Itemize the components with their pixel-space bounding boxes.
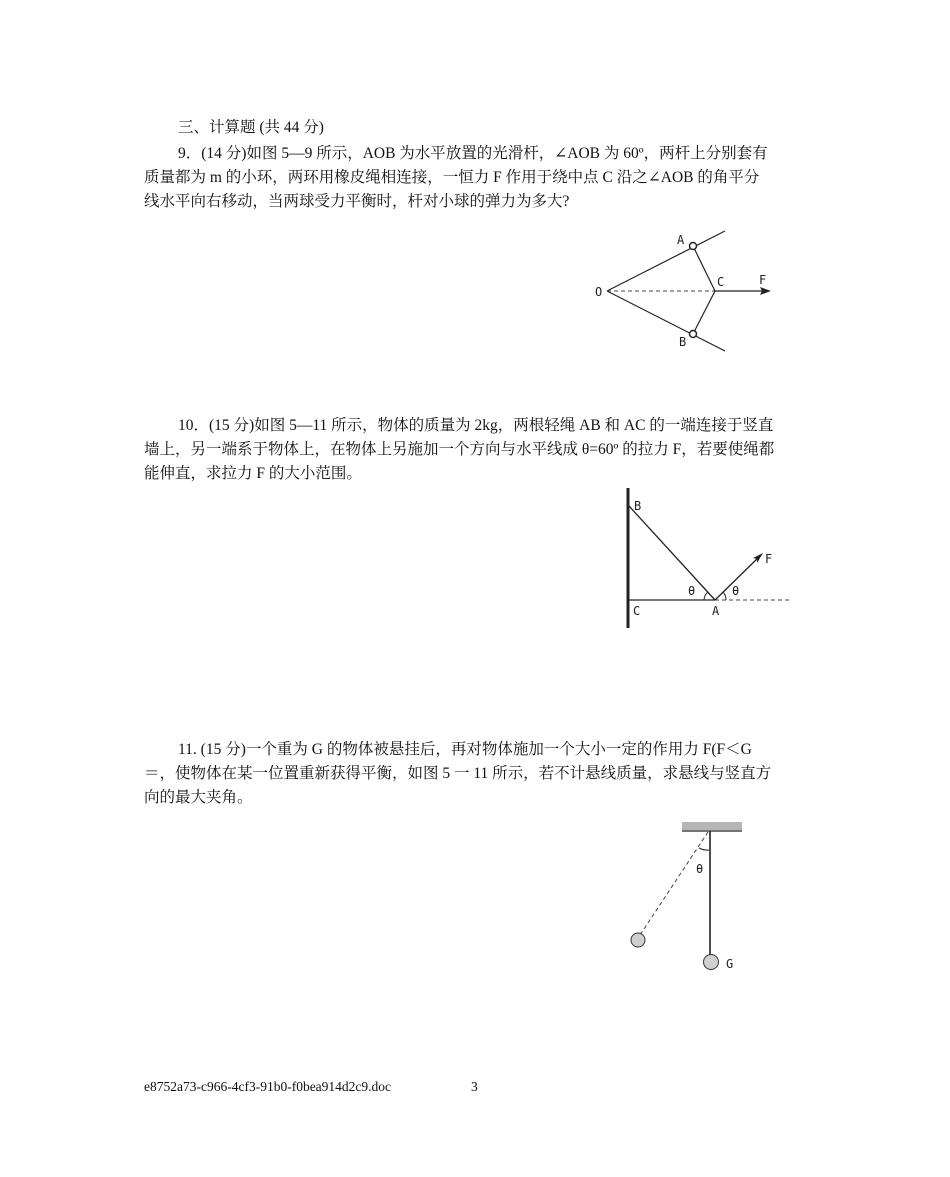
problem-text-line: 线水平向右移动，当两球受力平衡时，杆对小球的弹力为多大?	[144, 193, 570, 210]
problem-text-line: 10．(15 分)如图 5—11 所示，物体的质量为 2kg，两根轻绳 AB 和 AC 的一端连接于竖直	[178, 417, 774, 434]
ring-a	[690, 243, 697, 250]
figure-5-9	[585, 224, 785, 359]
problem-text-line: 墙上，另一端系于物体上，在物体上另施加一个方向与水平线成 θ=60º 的拉力 F，若要使绳都	[144, 441, 775, 458]
label-b: B	[634, 499, 642, 513]
label-f: F	[759, 273, 767, 287]
label-a: A	[712, 604, 720, 618]
rope-ab	[629, 506, 715, 600]
deflected-string-dashed	[640, 832, 708, 935]
label-f: F	[765, 552, 773, 566]
angle-arc-left	[704, 592, 708, 600]
problem-text-line: ＝，使物体在某一位置重新获得平衡，如图 5 一 11 所示，若不计悬线质量，求悬线与竖直方	[144, 765, 772, 782]
label-a: A	[677, 233, 685, 247]
problem-text-line: 9．(14 分)如图 5—9 所示，AOB 为水平放置的光滑杆，∠AOB 为 60º，两杆上分别套有	[178, 145, 768, 162]
label-theta-right: θ	[732, 584, 740, 598]
label-b: B	[679, 335, 687, 349]
problem-10-text	[144, 414, 808, 486]
cord-ac	[693, 246, 715, 291]
figure-5-11-a	[620, 484, 800, 634]
rod-oa	[607, 231, 725, 291]
label-theta-left: θ	[688, 584, 696, 598]
bob-g	[704, 955, 719, 970]
label-o: O	[595, 285, 603, 299]
label-g: G	[726, 957, 734, 971]
angle-arc	[699, 848, 709, 850]
cord-bc	[693, 291, 715, 334]
problem-text-line: 向的最大夹角。	[144, 789, 253, 806]
rod-ob	[607, 291, 725, 351]
section-heading: 三、计算题 (共 44 分)	[178, 119, 324, 136]
label-c: C	[717, 275, 725, 289]
problem-9-text	[144, 142, 808, 214]
problem-text-line: 11. (15 分)一个重为 G 的物体被悬挂后，再对物体施加一个大小一定的作用力 F(F＜G	[178, 741, 752, 758]
problem-11-text	[144, 738, 808, 810]
footer-filename: e8752a73-c966-4cf3-91b0-f0bea914d2c9.doc	[144, 1079, 392, 1094]
figure-pendulum	[620, 818, 760, 978]
angle-arc-right	[723, 592, 726, 600]
problem-text-line: 能伸直，求拉力 F 的大小范围。	[144, 465, 362, 482]
footer-page-number: 3	[471, 1079, 478, 1094]
label-c: C	[633, 604, 641, 618]
bob-deflected	[631, 933, 645, 947]
ceiling-bar	[682, 822, 742, 830]
problem-text-line: 质量都为 m 的小环，两环用橡皮绳相连接，一恒力 F 作用于绕中点 C 沿之∠AOB 的角平分	[144, 169, 760, 186]
ring-b	[690, 331, 697, 338]
label-theta: θ	[696, 862, 704, 876]
